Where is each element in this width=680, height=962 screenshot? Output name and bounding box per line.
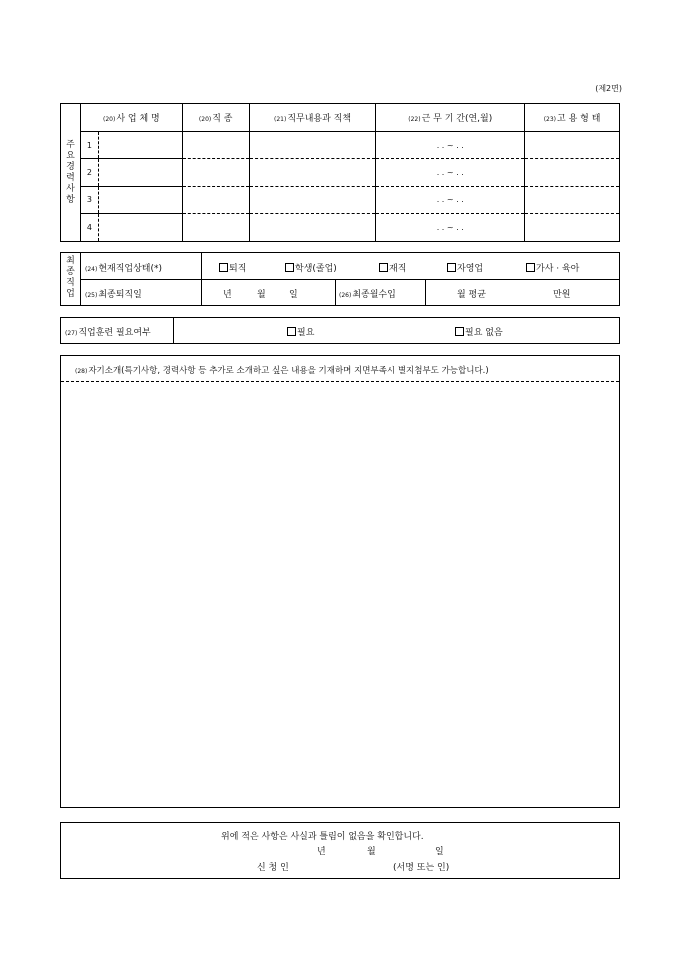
status-option-housework[interactable]: 가사 · 육아: [526, 261, 579, 274]
checkbox[interactable]: [219, 263, 228, 272]
page-label: (제2면): [595, 84, 622, 93]
income-label: (26)최종월수입: [339, 290, 396, 300]
recent-job-title: [61, 253, 81, 305]
section-title-char: 경: [66, 161, 75, 172]
self-intro-section: [60, 355, 620, 808]
section-title-char: 직: [66, 278, 75, 288]
confirm-month: 월: [367, 847, 376, 857]
confirmation-section: [60, 822, 620, 879]
checkbox[interactable]: [447, 263, 456, 272]
period-cell[interactable]: . . ~ . .: [376, 159, 525, 186]
row-number: 2: [80, 159, 98, 186]
section-title-char: 최: [66, 256, 75, 266]
career-row: [61, 213, 620, 241]
employment-type-cell[interactable]: [525, 159, 620, 186]
row-number: 1: [80, 132, 98, 159]
retire-month: 월: [257, 290, 266, 300]
income-unit: 만원: [553, 290, 571, 300]
applicant-label: 신 청 인: [257, 863, 289, 873]
company-cell[interactable]: [98, 159, 182, 186]
section-title-char: 주: [66, 139, 75, 150]
career-row: [61, 186, 620, 213]
career-table: [60, 103, 620, 242]
status-option-self-employed[interactable]: 자영업: [447, 261, 483, 274]
recent-job-section: [60, 252, 620, 306]
status-option-employed[interactable]: 재직: [379, 261, 406, 274]
checkbox[interactable]: [379, 263, 388, 272]
duties-cell[interactable]: [249, 159, 376, 186]
checkbox[interactable]: [526, 263, 535, 272]
career-section-title: [61, 104, 81, 242]
company-cell[interactable]: [98, 132, 182, 159]
duties-cell[interactable]: [249, 186, 376, 213]
employment-type-cell[interactable]: [525, 132, 620, 159]
signature-label[interactable]: (서명 또는 인): [393, 863, 450, 873]
duties-cell[interactable]: [249, 213, 376, 241]
checkbox[interactable]: [455, 327, 464, 336]
duties-cell[interactable]: [249, 132, 376, 159]
header-employment-type: (23)고 용 형 태: [525, 104, 620, 132]
row-number: 4: [80, 213, 98, 241]
row-number: 3: [80, 186, 98, 213]
confirm-statement: 위에 적은 사항은 사실과 틀림이 없음을 확인합니다.: [221, 832, 424, 842]
checkbox[interactable]: [285, 263, 294, 272]
job-type-cell[interactable]: [182, 213, 249, 241]
self-intro-textarea[interactable]: [61, 382, 619, 807]
section-title-char: 종: [66, 267, 75, 277]
section-title-char: 력: [66, 172, 75, 183]
confirm-year: 년: [317, 847, 326, 857]
retire-year: 년: [223, 290, 232, 300]
period-cell[interactable]: . . ~ . .: [376, 132, 525, 159]
employment-type-cell[interactable]: [525, 213, 620, 241]
company-cell[interactable]: [98, 213, 182, 241]
career-row: [61, 159, 620, 186]
status-option-retired[interactable]: 퇴직: [219, 261, 246, 274]
header-company: (20)사 업 체 명: [80, 104, 182, 132]
job-type-cell[interactable]: [182, 132, 249, 159]
training-label: (27)직업훈련 필요여부: [65, 328, 151, 338]
status-label: (24)현재직업상태(*): [85, 264, 163, 274]
training-option-needed[interactable]: 필요: [287, 325, 314, 338]
career-row: [61, 132, 620, 159]
header-period: (22)근 무 기 간(연,월): [376, 104, 525, 132]
training-option-not-needed[interactable]: 필요 없음: [455, 325, 503, 338]
income-average: 월 평균: [457, 290, 486, 300]
employment-type-cell[interactable]: [525, 186, 620, 213]
status-option-student[interactable]: 학생(졸업): [285, 261, 337, 274]
training-section: [60, 317, 620, 344]
company-cell[interactable]: [98, 186, 182, 213]
period-cell[interactable]: . . ~ . .: [376, 213, 525, 241]
section-title-char: 항: [66, 194, 75, 205]
header-duties: (21)직무내용과 직책: [249, 104, 376, 132]
section-title-char: 사: [66, 183, 75, 194]
retire-date-label: (25)최종퇴직일: [85, 290, 142, 300]
confirm-day: 일: [435, 847, 444, 857]
retire-day: 일: [289, 290, 298, 300]
header-job-type: (20)직 종: [182, 104, 249, 132]
checkbox[interactable]: [287, 327, 296, 336]
job-type-cell[interactable]: [182, 186, 249, 213]
self-intro-label: (28)자기소개(특기사항, 경력사항 등 추가로 소개하고 싶은 내용을 기재하며 지면부족시 별지첨부도 가능합니다.): [75, 366, 489, 376]
section-title-char: 업: [66, 289, 75, 299]
section-title-char: 요: [66, 150, 75, 161]
job-type-cell[interactable]: [182, 159, 249, 186]
period-cell[interactable]: . . ~ . .: [376, 186, 525, 213]
